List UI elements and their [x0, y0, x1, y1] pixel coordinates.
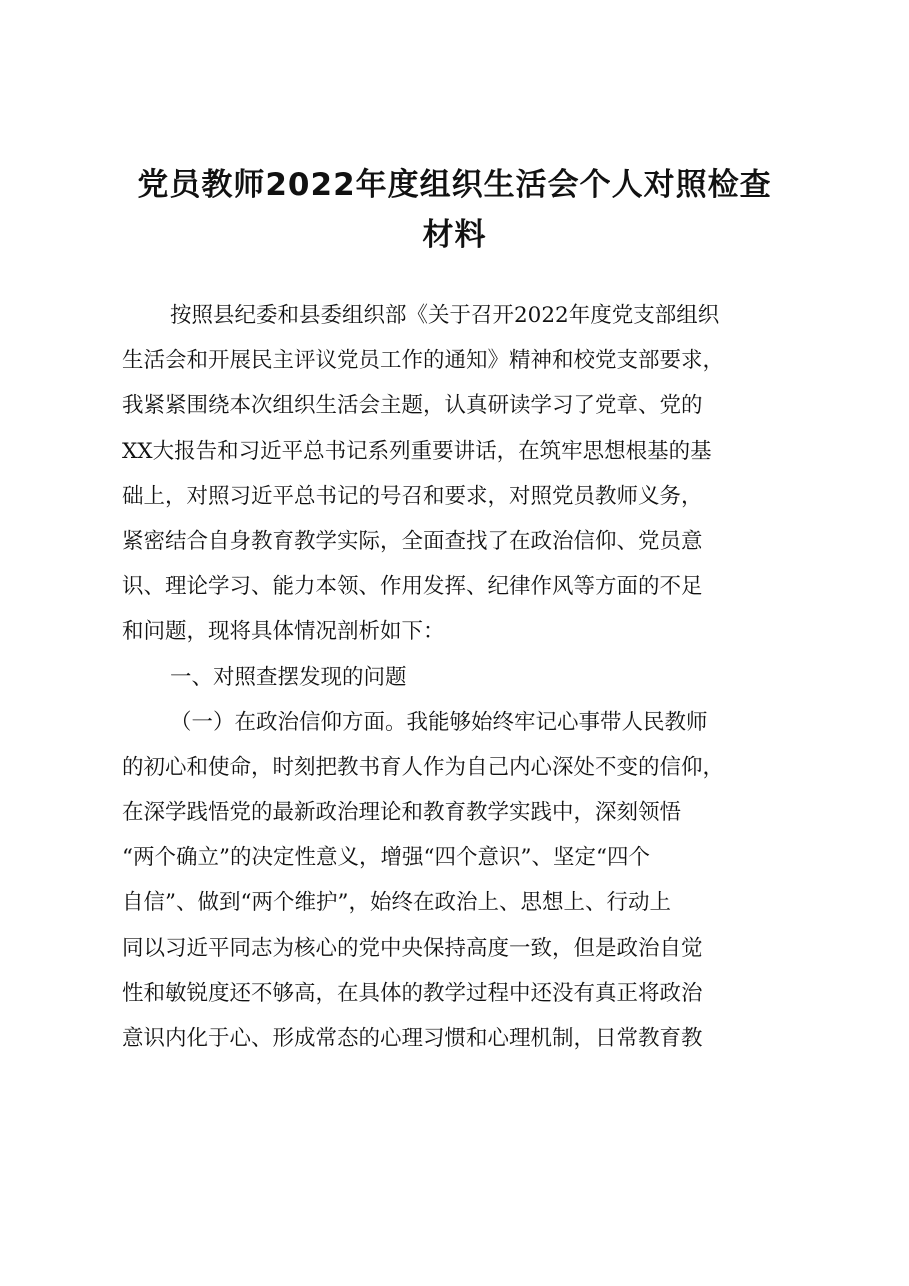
- document-title: [122, 160, 787, 260]
- body-line: 性和敏锐度还不够高，在具体的教学过程中还没有真正将政治: [122, 980, 703, 1006]
- body-line: 和问题，现将具体情况剖析如下：: [122, 619, 445, 645]
- body-line: 础上，对照习近平总书记的号召和要求，对照党员教师义务，: [122, 483, 703, 509]
- body-line: 紧密结合自身教育教学实际，全面查找了在政治信仰、党员意: [122, 528, 703, 554]
- body-line: 生活会和开展民主评议党员工作的通知》精神和校党支部要求，: [122, 348, 725, 374]
- body-line: 的初心和使命，时刻把教书育人作为自己内心深处不变的信仰，: [122, 754, 725, 780]
- body-line: 同以习近平同志为核心的党中央保持高度一致，但是政治自觉: [122, 935, 703, 961]
- document-body: [122, 293, 790, 1061]
- body-line: 自信”、做到“两个维护”，始终在政治上、思想上、行动上: [122, 890, 671, 916]
- body-line: “两个确立”的决定性意义，增强“四个意识”、坚定“四个: [122, 845, 650, 871]
- body-line: （一）在政治信仰方面。我能够始终牢记心事带人民教师: [170, 709, 708, 735]
- title-line-2: 材料: [422, 217, 487, 253]
- body-line: 按照县纪委和县委组织部《关于召开2022年度党支部组织: [170, 303, 720, 328]
- body-line: 意识内化于心、形成常态的心理习惯和心理机制，日常教育教: [122, 1026, 703, 1051]
- body-line: 在深学践悟党的最新政治理论和教育教学实践中，深刻领悟: [122, 800, 682, 826]
- section-heading: 一、对照查摆发现的问题: [170, 664, 407, 690]
- body-line: XX大报告和习近平总书记系列重要讲话，在筑牢思想根基的基: [122, 438, 712, 464]
- title-line-1: 党员教师2022年度组织生活会个人对照检查: [137, 167, 772, 203]
- body-line: 我紧紧围绕本次组织生活会主题，认真研读学习了党章、党的: [122, 393, 703, 419]
- body-line: 识、理论学习、能力本领、作用发挥、纪律作风等方面的不足: [122, 574, 703, 600]
